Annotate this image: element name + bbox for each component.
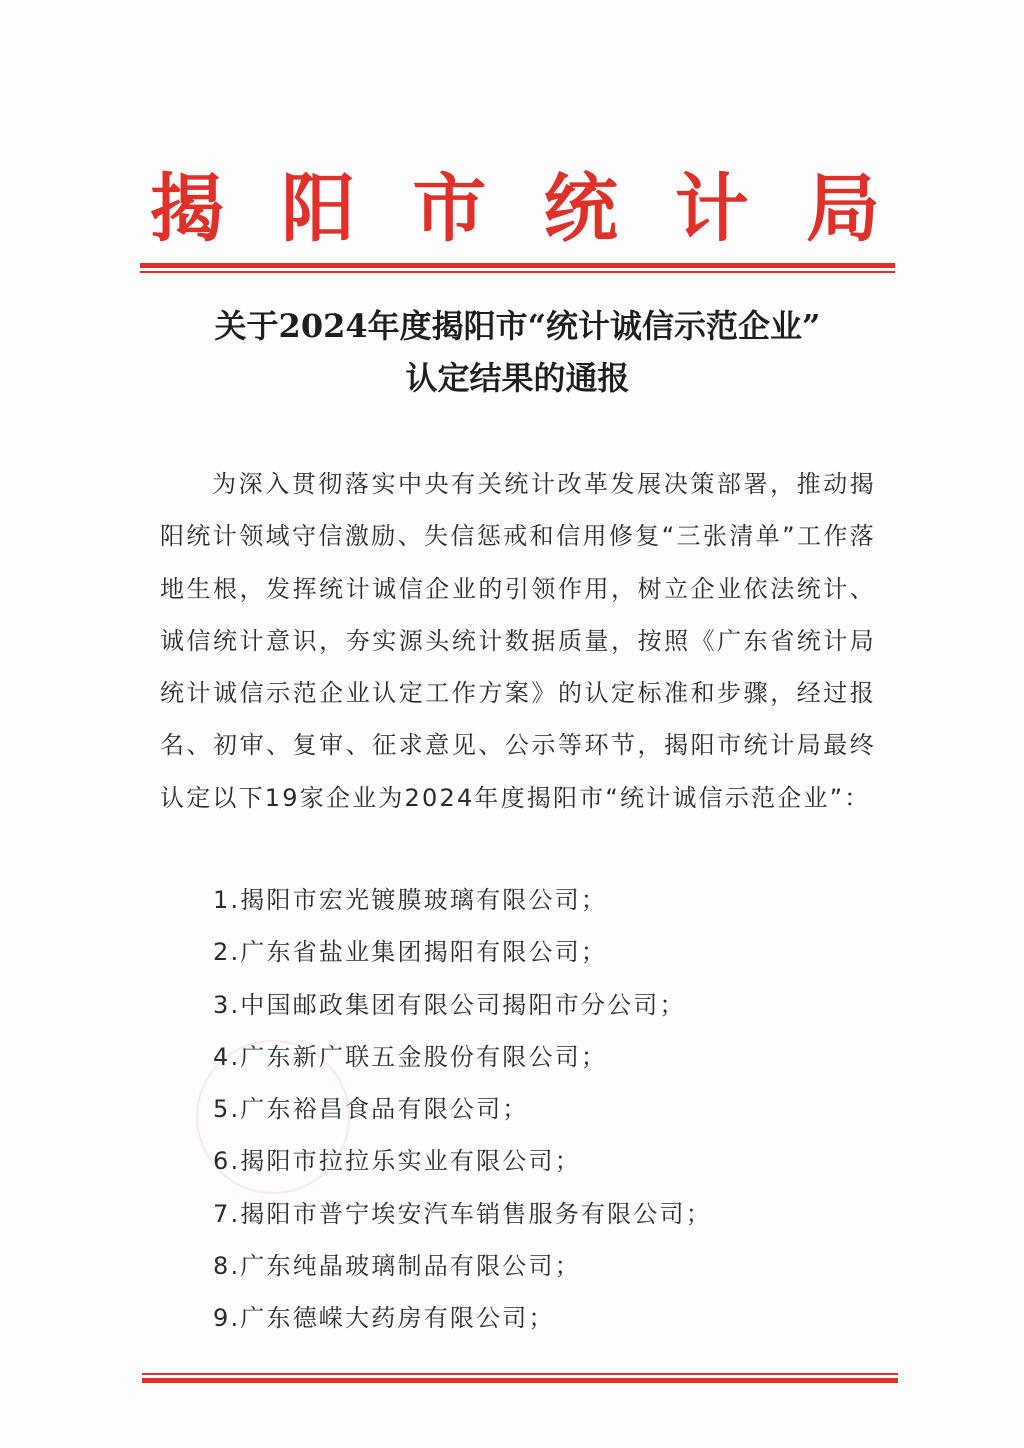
header-rule-thick [140,263,895,268]
list-item: 5.广东裕昌食品有限公司； [213,1095,529,1124]
document-title [130,300,905,404]
footer-rule-thick [142,1378,898,1383]
list-item: 8.广东纯晶玻璃制品有限公司； [213,1252,581,1281]
list-item: 3.中国邮政集团有限公司揭阳市分公司； [213,990,686,1019]
list-item: 4.广东新广联五金股份有限公司； [213,1042,608,1071]
title-line-1: 关于2024年度揭阳市“统计诚信示范企业” [214,307,821,345]
footer-rule-thin [142,1373,898,1375]
masthead-char: 统 [543,166,618,252]
list-item: 6.揭阳市拉拉乐实业有限公司； [213,1147,581,1176]
masthead-char: 市 [412,166,487,252]
masthead-char: 计 [674,166,749,252]
list-item: 2.广东省盐业集团揭阳有限公司； [213,938,608,967]
masthead [150,168,880,250]
faint-seal-mark [196,1040,350,1194]
masthead-char: 局 [805,166,880,252]
masthead-char: 阳 [281,166,356,252]
list-item: 9.广东德嵘大药房有限公司； [213,1304,555,1333]
body-paragraph: 为深入贯彻落实中央有关统计改革发展决策部署，推动揭阳统计领域守信激励、失信惩戒和信用修复“三张清单”工作落地生根，发挥统计诚信企业的引领作用，树立企业依法统计、诚信统计意识，夯实源头统计数据质量，按照《广东省统计局统计诚信示范企业认定工作方案》的认定标准和步骤，经过报名、初审、复审、征求意见、公示等环节，揭阳市统计局最终认定以下19家企业为2024年度揭阳市“统计诚信示范企业”： [160,470,876,812]
list-item: 1.揭阳市宏光镀膜玻璃有限公司； [213,886,608,914]
masthead-char: 揭 [150,166,224,252]
header-rule-thin [140,271,895,273]
list-item: 7.揭阳市普宁埃安汽车销售服务有限公司； [213,1199,712,1228]
title-line-2: 认定结果的通报 [405,359,630,397]
